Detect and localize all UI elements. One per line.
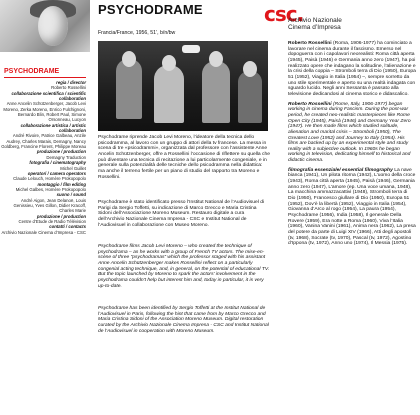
still-figure [154,65,184,123]
credit-entry [0,91,86,123]
logo-mark: csc. [264,2,304,26]
still-head [243,61,257,77]
credit-entry [0,149,86,160]
portrait-face [38,6,68,46]
director-portrait [0,0,90,52]
credit-value: Archivio Nazionale Cinema d’Impresa - CSC [1,229,86,235]
credit-label: produzione / production [36,213,86,219]
still-figure [202,61,230,123]
logo-line-1: Archivio Nazionale [288,17,342,24]
credit-value: Demagny Traduction [46,154,86,160]
credit-label: regia / director [56,80,86,85]
credit-value: Claude Lelouch, Homère Prokopopolo [13,176,86,182]
credit-entry [0,80,86,91]
filmography [288,168,416,247]
credit-label: collaborazione artistica / artistic collaboration [20,122,86,134]
credit-value: Centre d’Etude de Radio Télévision [18,218,86,224]
film-description-en: Psychodrame films Jacob Levi Moreno – who created the technique of psychodrama – as he works with a group of French TV actors. The mise-en-scène of three “psychodramas” which the professor staged with his assistant Anne Ancelin Schützenberger makes Rossellini reflect on a particularly congenial acting technique, and, in general, on the potential of educational TV. But the topic launched by Moreno to spark the actors’ involvement in the psychodrama couldn’t help but interest him and, today in particular, it is very up-to-date. [98,244,270,289]
film-restoration-en: Psychodrame has been identified by Sergio Toffetti at the Institut National de l’Audiovisuel in Paris, following the hint that came from by Marco Grecco and Maria Cristina Sidoni of the Association Moreno Museum. Digital restoration curated by the Archivio Nazionale Cinema Impresa - CSC and Institut National de l’Audiovisuel in cooperation with Moreno Museum. [98,306,269,334]
credit-label: operatori / camera operators [27,170,86,176]
bio-name-it: Roberto Rossellini [288,41,332,46]
filmography-title: filmografia essenziale/ essential filmography [288,167,393,173]
credit-entry [0,224,86,235]
credit-entry [0,214,86,225]
credits-list [0,80,86,235]
credit-value: Michel Galbes, Homère Prokopopolo [15,186,86,192]
page-title: PSYCHODRAME [98,2,203,17]
still-lamp [182,45,200,53]
credit-label: suono / sound [56,192,86,198]
film-still [98,41,268,131]
film-meta: Francia/France, 1956, 51’, b/n/bw [98,30,176,36]
director-bio [288,41,416,251]
credit-value: André Aigon, Jean Delanoë, Louis Genissieu, Yves Gillon, Didier Kracoff, Charles Marie [13,197,86,214]
film-restoration-it: Psychodrame è stato identificato presso l’Institut National de l’Audiovisuel di Parigi da Sergio Toffetti, su indicazione di Marco Grecco e Maria Cristina Sidoni dell’Associazione Moreno Museum. Restauro digitale a cura dell’Archivio Nazionale Cinema Impresa - CSC e Institut National de l’Audiovisuel in collaborazione con Museo Moreno. [98,200,265,228]
credit-value: André Rivoire, Patrice Galbeau, Anzile Audrey, Charles Marais, Demagny, Nancy Goldberg, Francine Florent, Philippe Moreau [1,133,86,150]
credit-entry [0,192,86,213]
credit-value: Michel Guillet [60,165,86,171]
film-description-it: Psychodrame riprende Jacob Levi Moreno, l’ideatore della tecnica dello psicodramma, al lavoro con un gruppo di attori della tv francese. La messa in scena di tre «psicodrammi», organizzata dal professore con l’assistente Anne Ancelin Schützenberger, offre a Rossellini l’occasione di riflettere su quella che può diventare una tecnica di recitazione a lui particolarmente congeniale, e in generale sulla potenzialità delle tecniche dello psicodramma nella didattica: ma anche il terreno fertile per un piano di studio del rapporto tra Moreno e Rossellini. [98,135,270,180]
still-head [209,51,223,67]
bio-dates-en: (Rome, Italy, 1906-1977) [333,101,388,107]
credit-entry [0,182,86,193]
credit-label: fotografia / cinematography [29,160,86,166]
credit-label: contatti / contacts [49,224,86,230]
still-figure [116,59,142,119]
credit-label: produzione / production [36,149,86,155]
bio-it [288,41,416,98]
credit-label: collaborazione scientifica / scientific collaboration [11,90,86,102]
sidebar-divider [4,77,86,78]
still-figure [238,71,262,123]
logo-line-2: Cinema d’Impresa [288,24,341,31]
bio-name-en: Roberto Rossellini [288,101,332,107]
sidebar-section-title: PSYCHODRAME [4,68,60,75]
still-head [162,55,176,71]
bio-dates-it: (Roma, 1906-1977) [333,41,376,46]
bio-text-it: ha cominciato a lavorare nel cinema durante il fascismo. Emerso nel dopoguerra con i capolavori neorealisti: Roma città aperta (1945), Paisà (1946) e Germania anno zero (1947), ha poi realizzato opere che indagano la solitudine, l’alienazione e la crisi della coppia – Stromboli terra di Dio (1950), Europa 51 (1952), Viaggio in Italia (1954) –, sempre sorretto da uno stile sperimentale e aperto su una realtà indagata con sguardo lucido. Negli anni Sessanta è passato alla televisione dedicandosi al cinema storico e didascalico. [288,41,416,97]
bio-en [288,102,416,164]
credit-value: Roberto Rossellini [51,85,86,91]
bio-text-en: began working in cinema during Fascism. During the post-war period, he created neo-realistic masterpieces like Rome Open City (1945), Paisà (1946) and Germany Year Zero (1947). He then made films which studied solitude, alienation and marital crisis – Stromboli (1950), The Greatest Love (1952) and Journey to Italy (1954). His films are backed up by an experimental style and study reality with a subjective outlook. In 1960s he began working in television, dedicating himself to historical and didactic cinema. [288,101,411,164]
credit-value: Anne Ancelin Schützenberger, Jacob Levi Moreno, Zerka Moreno, Enrico Fulchignoni, Bernardo Blin, Robert Paul, Simone Orsonneau, Lucyon [3,101,86,123]
credit-entry [0,160,86,171]
credit-label: montaggio / film editing [37,181,86,187]
archive-logo [264,0,420,38]
still-head [122,51,136,67]
credit-entry [0,171,86,182]
filmography-text: La nave bianca (1941), Un pilota ritorna (1942), L’uomo della croce (1943), Roma città aperta (1945), Paisà (1946), Germania anno zero (1947), L’amore (ep. Una voce umana, 1948), La macchina ammazzacattivi (1948), Stromboli terra di Dio (1950), Francesco giullare di Dio (1950), Europa 51 (1952), Dov’è la libertà (1952), Viaggio in Italia (1954), Giovanna d’Arco al rogo (1954), La paura (1954), Psychodrame (1956), India (1958), Il generale Della Rovere (1959), Era notte a Roma (1960), Viva l’Italia (1960), Vanina Vanini (1961), Anima nera (1962), La presa del potere da parte di Luigi XIV (1966), Atti degli apostoli (tv, 1968), Socrate (tv, 1970), Pascal (tv, 1972), Agostino d’Ippona (tv, 1972), Anno uno (1974), Il Messia (1975). [288,167,416,247]
credit-entry [0,123,86,150]
